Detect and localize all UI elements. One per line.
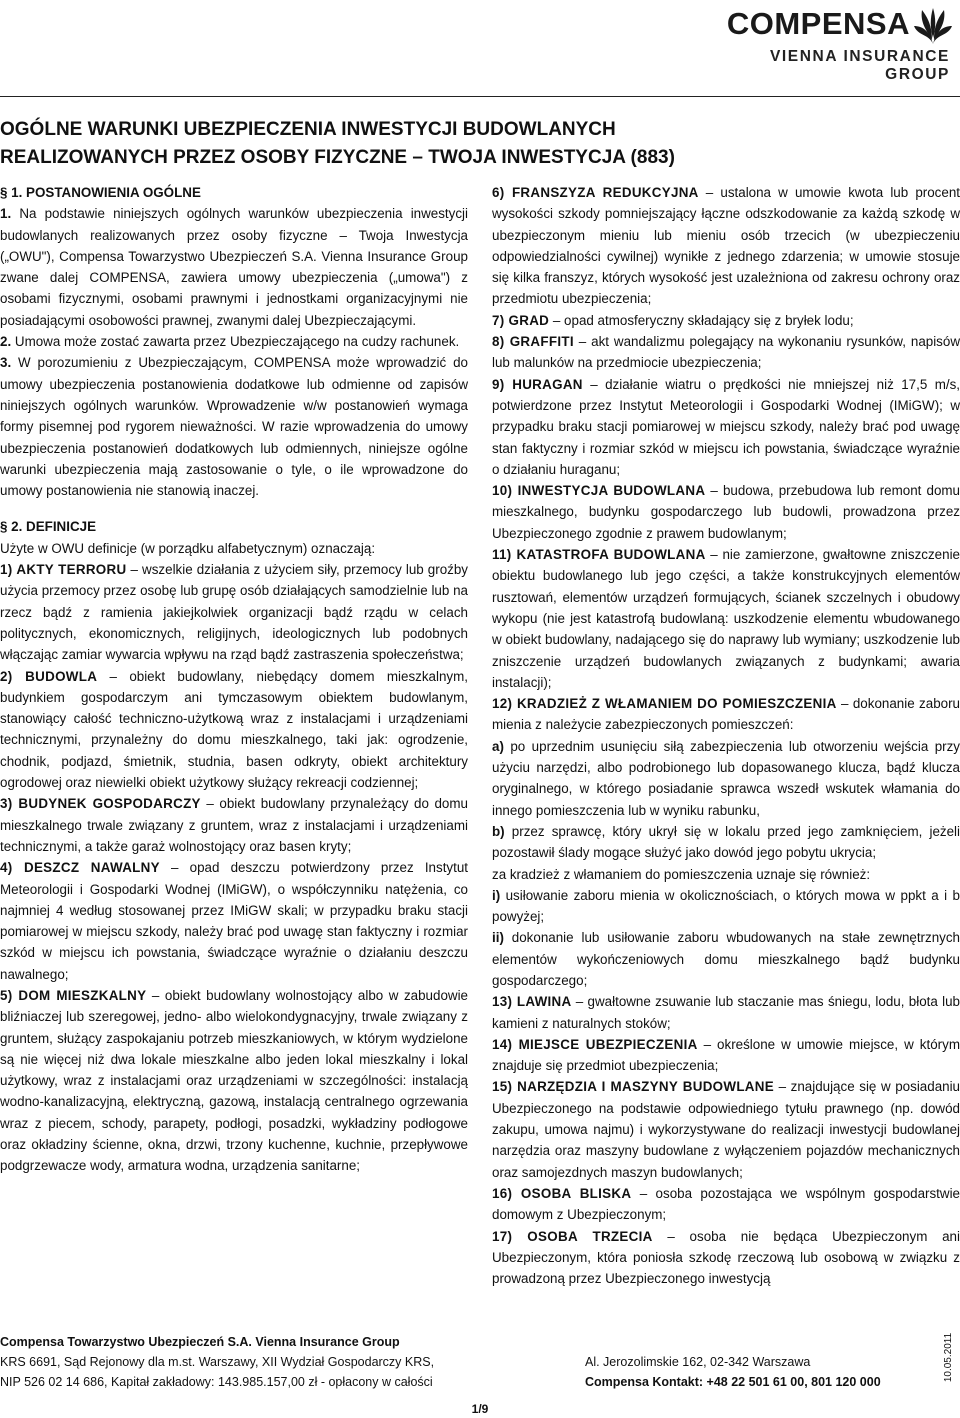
section-heading: § 1. POSTANOWIENIA OGÓLNE — [0, 185, 201, 200]
footer-contact-info — [585, 1352, 925, 1392]
definition-term: 4) DESZCZ NAWALNY — [0, 860, 160, 876]
definition-subitem — [492, 885, 960, 928]
definition-text: – nie zamierzone, gwałtowne zniszczenie obiektu budowlanego lub jego części, a także konstrukcyjnych elementów rusztowań, elementów urządzeń formujących, ścianek szczelnych i obudowy wykopu (nie jest katastrofą budowlaną: uszkodzenie elementu wbudowanego w obiekt budowlany, nadającego się do naprawy lub wymiany; uszkodzenie lub zniszczenie urządzeń budowlanych związanych z budynkami; awaria instalacji); — [492, 547, 960, 690]
definition-text: – osoba pozostająca we wspólnym gospodarstwie domowym z Ubezpieczonym; — [492, 1185, 960, 1223]
paragraph — [0, 331, 468, 352]
definition — [0, 857, 468, 985]
definition-text: – ustalona w umowie kwota lub procent wysokości szkody pomniejszający łączne odszkodowanie za każdą szkodę w ubezpieczonym mieniu lub mieniu osób trzecich (w ubezpieczeniu odpowiedzialności cywilnej) wynikłe z jednego zdarzenia; w umowie stosuje się kilka franszyz, których wysokość jest uzależniona od zakresu ochrony oraz przedmiotu ubezpieczenia; — [492, 185, 960, 307]
left-column — [0, 182, 468, 1177]
header-divider — [0, 96, 960, 97]
subitem-text: dokonanie lub usiłowanie zaboru wbudowanych na stałe zewnętrznych elementów wykończeniowych domu mieszkalnego bądź budynku gospodarczego; — [492, 930, 960, 988]
definition-text: – dokonanie zaboru mienia z należycie zabezpieczonych pomieszczeń: — [492, 696, 960, 733]
definition — [492, 1183, 960, 1226]
logo-wordmark: COMPENSA — [726, 6, 910, 41]
definition-text: – określone w umowie miejsce, w którym znajduje się przedmiot ubezpieczenia; — [492, 1036, 960, 1074]
definition-term: 5) DOM MIESZKALNY — [0, 987, 147, 1003]
definition-text: – budowa, przebudowa lub remont domu mieszkalnego, budynku gospodarczego lub budowli, prowadzona przez Ubezpieczonego zgodnie z prawem budowlanym; — [492, 483, 960, 541]
paragraph-number: 2. — [0, 334, 12, 350]
definition-term: 16) OSOBA BLISKA — [492, 1185, 632, 1201]
footer-company-info — [0, 1332, 560, 1392]
definition-term: 12) KRADZIEŻ Z WŁAMANIEM DO POMIESZCZENIA — [492, 696, 837, 712]
footer-nip: NIP 526 02 14 686, Kapitał zakładowy: 143.985.157,00 zł - opłacony w całości — [0, 1375, 433, 1389]
definition-text: – obiekt budowlany wolnostojący albo w zabudowie bliźniaczej lub szeregowej, jedno- albo wielokondygnacyjny, trwale związany z gruntem, służący zaspokajaniu potrzeb mieszkaniowych, w którym wydzielone są nie więcej niż dwa lokale mieszkalne albo jeden lokal mieszkalny i lokal użytkowy, wraz z instalacjami oraz urządzeniami w szczególności: instalacją wodno-kanalizacyjną, elektryczną, gazową, instalacją centralnego ogrzewania wraz z piecem, schody, parapety, podłogi, posadzki, wykładziny podłogowe oraz okładziny ścienne, okna, drzwi, trzony kuchenne, kuchnie, przepływowe podgrzewacze wody, armatura wodna, urządzenia sanitarne; — [0, 987, 468, 1174]
right-column — [492, 182, 960, 1289]
definition-term: 7) GRAD — [492, 312, 550, 328]
footer-address: Al. Jerozolimskie 162, 02-342 Warszawa — [585, 1355, 811, 1369]
definition-term: 13) LAWINA — [492, 994, 572, 1010]
section-heading: § 2. DEFINICJE — [0, 519, 96, 535]
title-line-2: REALIZOWANYCH PRZEZ OSOBY FIZYCZNE – TWOJA INWESTYCJA (883) — [0, 147, 675, 168]
logo-tagline: VIENNA INSURANCE GROUP — [769, 48, 950, 83]
definition-text: – działanie wiatru o prędkości nie mniejszej niż 17,5 m/s, potwierdzone przez Instytut Meteorologii i Gospodarki Wodnej (IMiGW); w przypadku braku stacji pomiarowej w miejscu szkody, należy brać pod uwagę stan faktyczny i rozmiar szkód w miejscu ich powstania, świadczące wyraźnie o działaniu huraganu; — [492, 376, 960, 477]
paragraph — [0, 352, 468, 501]
definition — [492, 991, 960, 1034]
footer-company-name: Compensa Towarzystwo Ubezpieczeń S.A. Vienna Insurance Group — [0, 1335, 400, 1349]
paragraph: Użyte w OWU definicje (w porządku alfabetycznym) oznaczają: — [0, 540, 376, 556]
definition — [492, 1076, 960, 1182]
definition-term: 11) KATASTROFA BUDOWLANA — [492, 547, 706, 563]
title-line-1: OGÓLNE WARUNKI UBEZPIECZENIA INWESTYCJI BUDOWLANYCH — [0, 119, 616, 140]
footer-date-text: 10.05.2011 — [943, 1332, 955, 1383]
definition — [492, 1226, 960, 1290]
definition-text: – osoba nie będąca Ubezpieczonym ani Ubezpieczonym, która poniosła szkodę rzeczową lub osobową w związku z prowadzoną przez Ubezpieczonego inwestycją — [492, 1228, 960, 1287]
definition-term: 8) GRAFFITI — [492, 334, 574, 350]
paragraph: za kradzież z włamaniem do pomieszczenia uznaje się również: — [492, 866, 871, 882]
definition-text: – wszelkie działania z użyciem siły, przemocy lub groźby użycia przemocy przez osobę lub grupę osób działających samodzielnie lub na rzecz bądź z ramienia jakiejkolwiek organizacji bądź rządu w celach politycznych, ekonomicznych, religijnych, ideologicznych lub podobnych włączając zamiar wywarcia wpływu na rząd bądź zastraszenia społeczeństwa; — [0, 562, 468, 663]
definition — [0, 793, 468, 857]
definition — [492, 544, 960, 693]
definition — [492, 310, 960, 331]
paragraph-text: Umowa może zostać zawarta przez Ubezpieczającego na cudzy rachunek. — [11, 334, 460, 350]
definition-term: 17) OSOBA TRZECIA — [492, 1228, 653, 1244]
definition-subitem — [492, 736, 960, 821]
definition-term: 9) HURAGAN — [492, 376, 583, 392]
subitem-text: przez sprawcę, który ukrył się w lokalu przed jego zamknięciem, jeżeli pozostawił ślady mogące służyć jako dowód jego pobytu ukrycia; — [492, 823, 960, 861]
definition — [492, 331, 960, 374]
butterfly-logo-icon — [912, 6, 954, 46]
definition — [492, 374, 960, 480]
definition-text: – akt wandalizmu polegający na wykonaniu rysunków, napisów lub malunków na przedmiocie ubezpieczenia; — [492, 334, 960, 371]
definition-term: 10) INWESTYCJA BUDOWLANA — [492, 483, 706, 499]
subitem-label: b) — [492, 823, 505, 839]
definition-term: 6) FRANSZYZA REDUKCYJNA — [492, 185, 699, 200]
subitem-label: a) — [492, 738, 504, 754]
subitem-text: po uprzednim usunięciu siłą zabezpieczenia lub otworzeniu wejścia przy użyciu narzędzi, albo podrobionego lub dopasowanego klucza, bądź klucza oryginalnego, w którego posiadanie sprawca wszedł wskutek włamania do innego pomieszczenia lub w wyniku rabunku, — [492, 738, 960, 818]
paragraph-number: 3. — [0, 355, 12, 371]
page-number: 1/9 — [471, 1402, 489, 1416]
paragraph-text: W porozumieniu z Ubezpieczającym, COMPENSA może wprowadzić do umowy ubezpieczenia postanowienia dodatkowe lub odmienne od zapisów niniejszych ogólnych warunków. Wprowadzenie w/w postanowień wymaga formy pisemnej pod rygorem nieważności. W razie wprowadzenia do umowy ubezpieczenia postanowień dodatkowych lub odmiennych, niniejsze ogólne warunki ubezpieczenia mają zastosowanie o tyle, o ile wprowadzone do umowy postanowienia nie stanowią inaczej. — [0, 355, 468, 499]
definition — [492, 693, 960, 736]
definition — [0, 666, 468, 794]
definition-text: – opad atmosferyczny składający się z bryłek lodu; — [549, 312, 854, 328]
footer-date — [943, 1330, 960, 1390]
definition-text: – opad deszczu potwierdzony przez Instytut Meteorologii i Gospodarki Wodnej (IMiGW), o współczynniku natężenia, co najmniej 4 według stosowanej przez IMiGW skali; w przypadku braku stacji pomiarowej w miejscu szkody, należy brać pod uwagę stan faktyczny i rozmiar szkód w miejscu ich powstania, świadczące wyraźnie o działaniu deszczu nawalnego; — [0, 860, 468, 982]
definition-term: 2) BUDOWLA — [0, 668, 98, 684]
definition-text: – gwałtowne zsuwanie lub staczanie mas śniegu, lodu, błota lub kamieni z naturalnych stoków; — [492, 994, 960, 1031]
definition — [492, 480, 960, 544]
compensa-logo — [714, 4, 954, 83]
definition-text: – znajdujące się w posiadaniu Ubezpieczonego na podstawie odpowiedniego tytułu prawnego (np. dowód zakupu, umowa najmu) i wykorzystywane do realizacji inwestycji budowlanej narzędzia oraz maszyny budowlane z wyłączeniem pojazdów mechanicznych oraz samojezdnych maszyn budowlanych; — [492, 1079, 960, 1180]
paragraph — [0, 203, 468, 331]
definition-term: 3) BUDYNEK GOSPODARCZY — [0, 796, 201, 812]
definition — [492, 182, 960, 310]
document-title — [0, 116, 950, 172]
paragraph-number: 1. — [0, 206, 12, 222]
definition-term: 1) AKTY TERRORU — [0, 562, 127, 578]
footer-krs: KRS 6691, Sąd Rejonowy dla m.st. Warszawy, XII Wydział Gospodarczy KRS, — [0, 1355, 435, 1369]
definition-subitem — [492, 927, 960, 991]
definition-term: 15) NARZĘDZIA I MASZYNY BUDOWLANE — [492, 1079, 774, 1095]
definition — [492, 1034, 960, 1077]
subitem-text: usiłowanie zaboru mienia w okolicznościach, o których mowa w ppkt a i b powyżej; — [492, 887, 960, 925]
definition-text: – obiekt budowlany przynależący do domu mieszkalnego trwale związany z gruntem, wraz z instalacjami i urządzeniami technicznymi, a także garaż wolnostojący oraz basen kryty; — [0, 796, 468, 854]
subitem-label: i) — [492, 887, 501, 903]
subitem-label: ii) — [492, 930, 504, 946]
footer-contact: Compensa Kontakt: +48 22 501 61 00, 801 120 000 — [585, 1375, 881, 1389]
definition — [0, 985, 468, 1177]
definition-subitem — [492, 821, 960, 864]
definition-text: – obiekt budowlany, niebędący domem mieszkalnym, budynkiem gospodarczym ani tymczasowym obiektem budowlanym, stanowiący całość techniczno-użytkową wraz z instalacjami i urządzeniami technicznymi, przynależny do domu mieszkalnego, taki jak: ogrodzenie, chodnik, podjazd, śmietnik, studnia, basen odkryty, obiekt architektury ogrodowej oraz niewielki obiekt użytkowy służący rekreacji codziennej; — [0, 668, 468, 791]
definition-term: 14) MIEJSCE UBEZPIECZENIA — [492, 1036, 698, 1052]
paragraph-text: Na podstawie niniejszych ogólnych warunków ubezpieczenia inwestycji budowlanych realizowanych przez osoby fizyczne – Twoja Inwestycja („OWU"), Compensa Towarzystwo Ubezpieczeń S.A. Vienna Insurance Group zwane dalej COMPENSA, zawiera umowy ubezpieczenia („umowa") z osobami fizycznymi, osobami prawnymi i jednostkami organizacyjnymi nie posiadającymi osobowości prawnej, zwanymi dalej Ubezpieczającymi. — [0, 206, 468, 328]
definition — [0, 559, 468, 665]
